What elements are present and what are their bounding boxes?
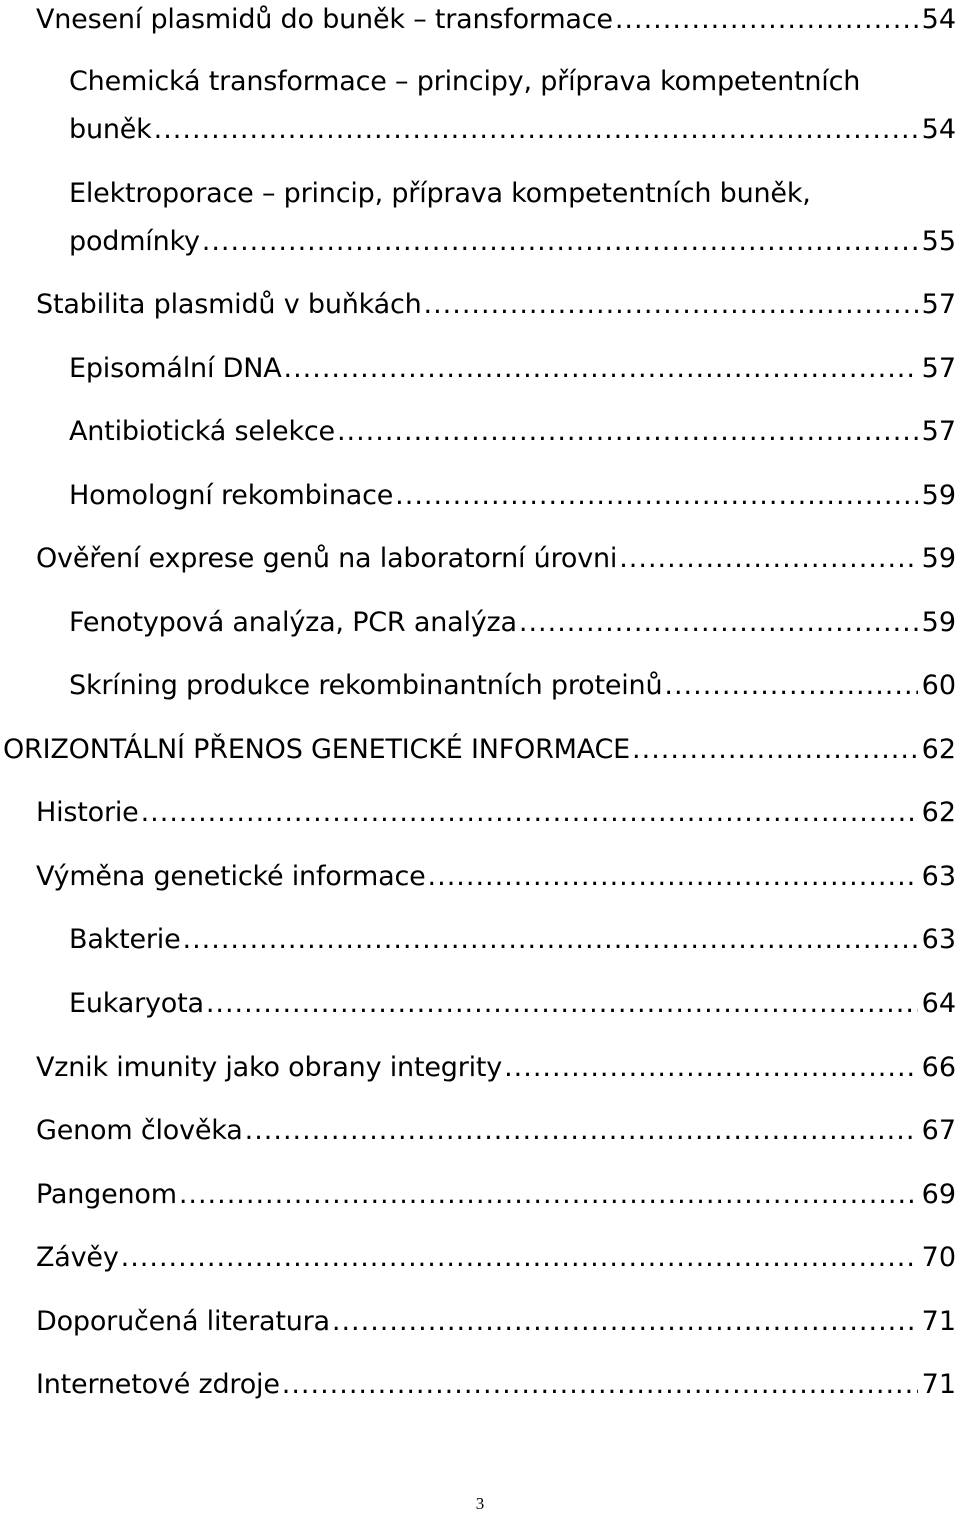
toc-entry-page: 57	[921, 353, 956, 384]
toc-entry[interactable]	[36, 1048, 956, 1088]
dot-leader	[245, 1111, 918, 1151]
toc-entry-title: Eukaryota	[69, 988, 204, 1019]
toc-entry-title: buněk	[69, 114, 152, 145]
toc-entry[interactable]	[36, 1175, 956, 1215]
toc-entry[interactable]	[3, 730, 956, 770]
toc-entry-title: Skríning produkce rekombinantních proteinů	[69, 670, 663, 701]
toc-entry-title: Internetové zdroje	[36, 1369, 280, 1400]
toc-entry-title: podmínky	[69, 226, 200, 257]
toc-entry[interactable]	[69, 920, 956, 960]
dot-leader	[519, 603, 918, 643]
toc-entry-page: 64	[921, 988, 956, 1019]
dot-leader	[395, 476, 917, 516]
toc-entry-title: Doporučená literatura	[36, 1306, 330, 1337]
toc-entry-page: 66	[921, 1052, 956, 1083]
toc-entry-page: 57	[921, 289, 956, 320]
dot-leader	[282, 1365, 918, 1405]
toc-entry[interactable]	[69, 666, 956, 706]
toc-entry-page: 63	[921, 861, 956, 892]
toc-entry-page: 71	[921, 1369, 956, 1400]
toc-entry-page: 55	[921, 226, 956, 257]
dot-leader	[284, 349, 918, 389]
dot-leader	[154, 110, 918, 150]
dot-leader	[632, 730, 918, 770]
dot-leader	[424, 285, 918, 325]
toc-entry[interactable]	[36, 1302, 956, 1342]
toc-entry[interactable]	[69, 66, 956, 150]
toc-entry-title: Fenotypová analýza, PCR analýza	[69, 607, 517, 638]
toc-entry-title: Homologní rekombinace	[69, 480, 394, 511]
toc-entry-page: 59	[921, 607, 956, 638]
dot-leader	[619, 539, 917, 579]
dot-leader	[206, 984, 918, 1024]
toc-entry-page: 59	[921, 480, 956, 511]
toc-entry-title: ORIZONTÁLNÍ PŘENOS GENETICKÉ INFORMACE	[3, 734, 631, 765]
toc-entry-title: Bakterie	[69, 924, 181, 955]
toc-entry-page: 60	[921, 670, 956, 701]
toc-entry-title: Antibiotická selekce	[69, 416, 335, 447]
toc-entry[interactable]	[36, 285, 956, 325]
toc-entry-page: 54	[921, 114, 956, 145]
toc-entry-page: 59	[921, 543, 956, 574]
toc-entry-title-line: Elektroporace – princip, příprava kompetentních buněk,	[69, 178, 811, 209]
toc-entry[interactable]	[36, 1365, 956, 1405]
toc-entry[interactable]	[69, 178, 956, 262]
toc-entry[interactable]	[36, 1238, 956, 1278]
toc-entry[interactable]	[69, 603, 956, 643]
dot-leader	[202, 222, 918, 262]
dot-leader	[615, 0, 918, 40]
toc-entry-title: Vnesení plasmidů do buněk – transformace	[36, 4, 613, 35]
toc-entry-page: 57	[921, 416, 956, 447]
toc-entry[interactable]	[36, 539, 956, 579]
toc-entry[interactable]	[69, 349, 956, 389]
toc-entry-page: 71	[921, 1306, 956, 1337]
toc-entry-page: 70	[921, 1242, 956, 1273]
dot-leader	[141, 793, 918, 833]
toc-entry[interactable]	[69, 476, 956, 516]
toc-entry-page: 63	[921, 924, 956, 955]
toc-entry-title: Historie	[36, 797, 139, 828]
toc-entry-title: Výměna genetické informace	[36, 861, 426, 892]
toc-entry-page: 62	[921, 734, 956, 765]
dot-leader	[504, 1048, 918, 1088]
dot-leader	[332, 1302, 918, 1342]
toc-entry-title: Vznik imunity jako obrany integrity	[36, 1052, 503, 1083]
toc-entry[interactable]	[36, 1111, 956, 1151]
toc-entry-page: 67	[921, 1115, 956, 1146]
toc-entry-title-line: Chemická transformace – principy, příprava kompetentních	[69, 66, 861, 97]
toc-entry[interactable]	[69, 984, 956, 1024]
dot-leader	[183, 920, 918, 960]
toc-entry-title: Závěy	[36, 1242, 119, 1273]
toc-entry[interactable]	[69, 412, 956, 452]
toc-entry[interactable]	[36, 793, 956, 833]
dot-leader	[179, 1175, 918, 1215]
page-number: 3	[475, 1494, 485, 1513]
toc-entry-page: 62	[921, 797, 956, 828]
dot-leader	[337, 412, 918, 452]
dot-leader	[121, 1238, 918, 1278]
toc-entry-title: Ověření exprese genů na laboratorní úrovni	[36, 543, 618, 574]
toc-entry-title: Genom člověka	[36, 1115, 243, 1146]
toc-entry-page: 54	[921, 4, 956, 35]
toc-entry-title: Stabilita plasmidů v buňkách	[36, 289, 422, 320]
toc-entry[interactable]	[36, 0, 956, 40]
dot-leader	[428, 857, 918, 897]
toc-entry-title: Pangenom	[36, 1179, 177, 1210]
toc-entry-page: 69	[921, 1179, 956, 1210]
dot-leader	[664, 666, 917, 706]
toc-entry-title: Episomální DNA	[69, 353, 282, 384]
toc-entry[interactable]	[36, 857, 956, 897]
